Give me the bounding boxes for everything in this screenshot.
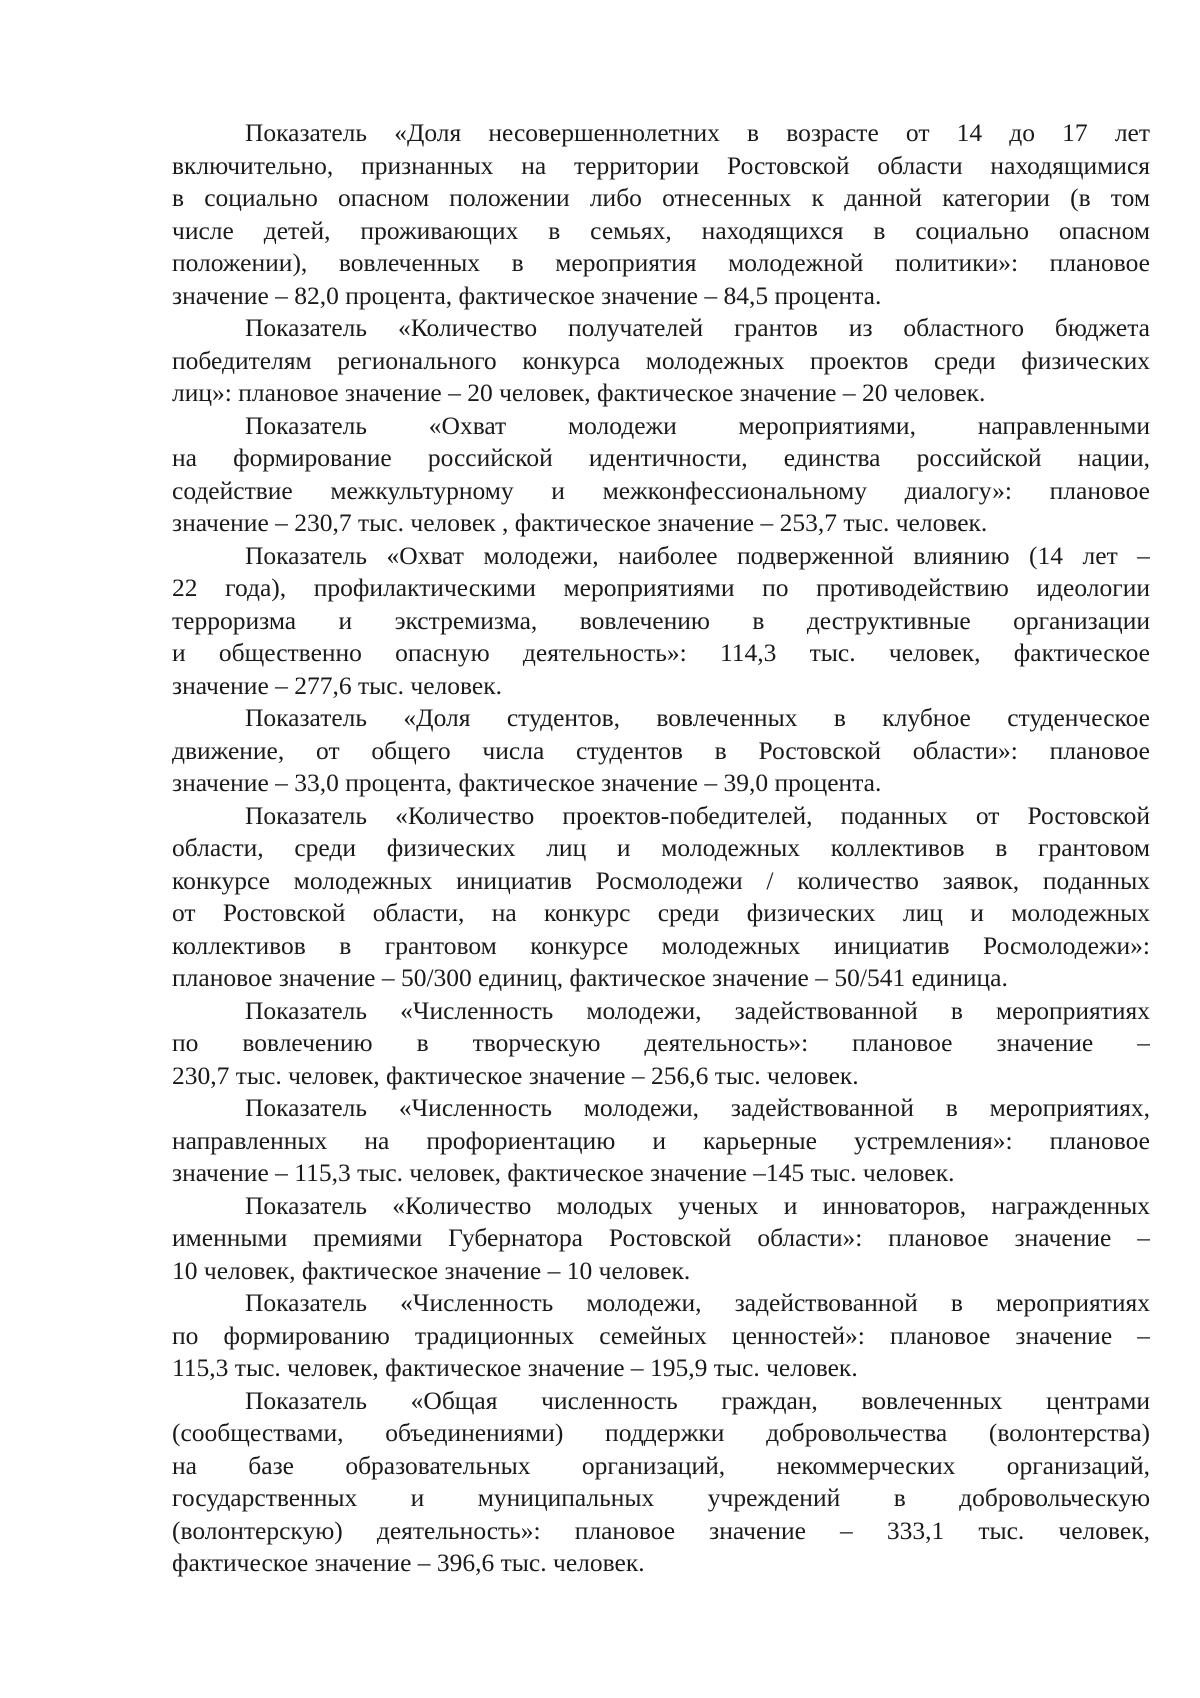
text-line: Показатель «Количество проектов-победителей, поданных от Ростовской — [245, 800, 1150, 830]
text-line: по вовлечению в творческую деятельность»: плановое значение – — [172, 1028, 1150, 1057]
text-line: плановое значение – 50/300 единиц, фактическое значение – 50/541 единица. — [172, 963, 1008, 992]
text-line: Показатель «Общая численность граждан, вовлеченных центрами — [245, 1385, 1150, 1415]
paragraph-indicator-governor-prizes — [172, 1190, 1150, 1288]
text-line: конкурсе молодежных инициатив Росмолодежи / количество заявок, поданных — [172, 865, 1150, 895]
paragraph-indicator-minors-share — [172, 117, 1150, 312]
text-line: по формированию традиционных семейных ценностей»: плановое значение – — [172, 1320, 1150, 1350]
text-line: значение – 230,7 тыс. человек , фактическое значение – 253,7 тыс. человек. — [172, 508, 988, 537]
text-line: в социально опасном положении либо отнесенных к данной категории (в том — [172, 183, 1150, 212]
text-line: на базе образовательных организаций, некоммерческих организаций, — [172, 1450, 1150, 1480]
text-line: Показатель «Численность молодежи, задействованной в мероприятиях — [245, 1288, 1150, 1317]
text-line: содействие межкультурному и межконфессиональному диалогу»: плановое — [172, 475, 1150, 505]
text-line: коллективов в грантовом конкурсе молодежных инициатив Росмолодежи»: — [172, 930, 1150, 960]
text-line: области, среди физических лиц и молодежных коллективов в грантовом — [172, 833, 1150, 862]
text-line: (сообществами, объединениями) поддержки добровольчества (волонтерства) — [172, 1418, 1150, 1447]
text-line: государственных и муниципальных учреждений в добровольческую — [172, 1483, 1150, 1512]
text-line: включительно, признанных на территории Ростовской области находящимися — [172, 150, 1150, 180]
text-line: движение, от общего числа студентов в Ростовской области»: плановое — [172, 735, 1150, 765]
paragraph-indicator-creative-activity — [172, 995, 1150, 1093]
paragraph-indicator-russian-identity — [172, 410, 1150, 540]
text-line: Показатель «Охват молодежи, наиболее подверженной влиянию (14 лет – — [245, 540, 1150, 570]
text-line: от Ростовской области, на конкурс среди физических лиц и молодежных — [172, 898, 1150, 927]
text-line: Показатель «Численность молодежи, задействованной в мероприятиях, — [245, 1093, 1150, 1122]
text-line: (волонтерскую) деятельность»: плановое значение – 333,1 тыс. человек, — [172, 1515, 1150, 1545]
text-line: значение – 115,3 тыс. человек, фактическое значение –145 тыс. человек. — [172, 1158, 955, 1187]
text-line: 10 человек, фактическое значение – 10 человек. — [172, 1255, 691, 1285]
paragraph-indicator-family-values — [172, 1287, 1150, 1385]
text-line: положении), вовлеченных в мероприятия молодежной политики»: плановое — [172, 248, 1150, 277]
text-line: Показатель «Количество молодых ученых и инноваторов, награжденных — [245, 1190, 1150, 1220]
text-line: направленных на профориентацию и карьерные устремления»: плановое — [172, 1125, 1150, 1155]
text-line: лиц»: плановое значение – 20 человек, фактическое значение – 20 человек. — [172, 378, 986, 407]
text-line: Показатель «Доля несовершеннолетних в возрасте от 14 до 17 лет — [245, 118, 1150, 147]
document-body — [172, 117, 1150, 1580]
text-line: значение – 82,0 процента, фактическое значение – 84,5 процента. — [172, 280, 882, 310]
text-line: на формирование российской идентичности, единства российской нации, — [172, 443, 1150, 472]
text-line: Показатель «Численность молодежи, задействованной в мероприятиях — [245, 995, 1150, 1025]
paragraph-indicator-grant-recipients — [172, 312, 1150, 410]
text-line: значение – 277,6 тыс. человек. — [172, 670, 502, 700]
paragraph-indicator-career-guidance — [172, 1092, 1150, 1190]
text-line: значение – 33,0 процента, фактическое значение – 39,0 процента. — [172, 768, 882, 797]
text-line: терроризма и экстремизма, вовлечению в деструктивные организации — [172, 605, 1150, 635]
text-line: 115,3 тыс. человек, фактическое значение – 195,9 тыс. человек. — [172, 1353, 858, 1382]
text-line: и общественно опасную деятельность»: 114,3 тыс. человек, фактическое — [172, 638, 1150, 667]
text-line: победителям регионального конкурса молодежных проектов среди физических — [172, 345, 1150, 375]
text-line: фактическое значение – 396,6 тыс. человек. — [172, 1548, 645, 1577]
text-line: Показатель «Количество получателей грантов из областного бюджета — [245, 313, 1150, 342]
text-line: Показатель «Доля студентов, вовлеченных в клубное студенческое — [245, 703, 1150, 732]
text-line: 230,7 тыс. человек, фактическое значение – 256,6 тыс. человек. — [172, 1060, 859, 1090]
paragraph-indicator-extremism-prevention — [172, 540, 1150, 703]
paragraph-indicator-rosmolodezh-grants — [172, 800, 1150, 995]
paragraph-indicator-student-clubs — [172, 702, 1150, 800]
text-line: именными премиями Губернатора Ростовской области»: плановое значение – — [172, 1223, 1150, 1252]
text-line: числе детей, проживающих в семьях, находящихся в социально опасном — [172, 215, 1150, 245]
paragraph-indicator-volunteering — [172, 1385, 1150, 1580]
text-line: 22 года), профилактическими мероприятиями по противодействию идеологии — [172, 573, 1150, 602]
text-line: Показатель «Охват молодежи мероприятиями, направленными — [245, 410, 1150, 440]
